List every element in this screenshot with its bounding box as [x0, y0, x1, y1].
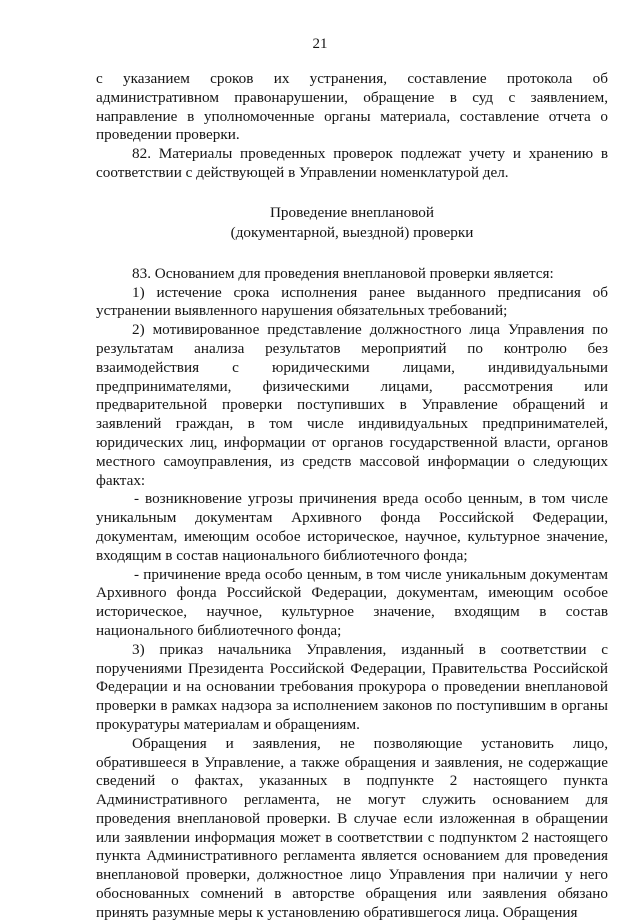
- paragraph-82: 82. Материалы проведенных проверок подлежат учету и хранению в соответствии с действующей в Управлении номенклатурой дел.: [96, 145, 608, 181]
- paragraph-appeals: Обращения и заявления, не позволяющие установить лицо, обратившееся в Управление, а также обращения и заявления, не содержащие сведений о фактах, указанных в подпункте 2 настоящего пункта Административного регламента, не могут служить основанием для проведения внеплановой проверки. В случае если изложенная в обращении или заявлении информация может в соответствии с подпунктом 2 настоящего пункта Административного регламента является основанием для проведения внеплановой проверки, должностное лицо Управления при наличии у него обоснованных сомнений в авторстве обращения или заявления обязано принять разумные меры к установлению обратившегося лица. Обращения: [96, 734, 608, 921]
- dash-item-threat: - возникновение угрозы причинения вреда особо ценным, в том числе уникальным документам Архивного фонда Российской Федерации, документам, имеющим особое историческое, научное, культурное значение, входящим в состав национального библиотечного фонда;: [96, 490, 608, 564]
- paragraph-83: 83. Основанием для проведения внеплановой проверки является:: [132, 264, 554, 282]
- section-heading: [96, 203, 608, 243]
- section-heading-line1: Проведение внеплановой: [269, 203, 435, 221]
- dash-item-harm: - причинение вреда особо ценным, в том числе уникальным документам Архивного фонда Российской Федерации, документам, имеющим особое историческое, научное, культурное значение, входящим в состав национального библиотечного фонда;: [96, 565, 608, 639]
- document-body: [96, 70, 608, 923]
- paragraph-continuation: с указанием сроков их устранения, составление протокола об административном правонарушении, обращение в суд с заявлением, направление в уполномоченные органы материала, составление отчета о проведении проверки.: [96, 70, 608, 144]
- section-heading-line2: (документарной, выездной) проверки: [230, 223, 474, 241]
- subitem-1: 1) истечение срока исполнения ранее выданного предписания об устранении выявленного нарушения обязательных требований;: [96, 283, 608, 320]
- page-number: 21: [312, 36, 328, 52]
- subitem-2: 2) мотивированное представление должностного лица Управления по результатам анализа результатов мероприятий по контролю без взаимодействия с юридическими лицами, индивидуальными предпринимателями, физическими лицами, рассмотрения или предварительной проверки поступивших в Управление обращений и заявлений граждан, в том числе индивидуальных предпринимателей, юридических лиц, информации от органов государственной власти, органов местного самоуправления, из средств массовой информации о следующих фактах:: [96, 321, 608, 489]
- subitem-3: 3) приказ начальника Управления, изданный в соответствии с поручениями Президента Российской Федерации, Правительства Российской Федерации и на основании требования прокурора о проведении внеплановой проверки в рамках надзора за исполнением законов по поступившим в органы прокуратуры материалам и обращениям.: [96, 640, 608, 733]
